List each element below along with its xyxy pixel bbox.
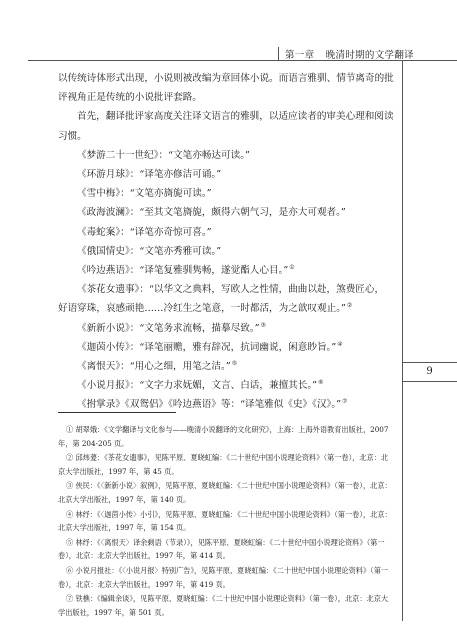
running-header: [0, 47, 457, 61]
footnote-ref[interactable]: ②: [346, 302, 353, 310]
header-rule: [28, 60, 457, 61]
body-line: 评视角正是传统的小说批评套路。: [58, 92, 202, 104]
quote-line: 《雪中梅》：“文笔亦旖旎可读。”: [77, 188, 212, 200]
quote-line: 《毒蛇案》：“译笔亦奇惊可喜。”: [77, 226, 212, 238]
quote-line: 《迦茵小传》：“译笔丽赡，雅有辞况，抗词幽说，闲意眇旨。”④: [77, 340, 343, 353]
side-rule: [402, 61, 403, 621]
body-line: 以传统诗体形式出现，小说则被改编为章回体小说。而语言雅驯、情节离奇的批: [58, 73, 394, 84]
page-number: 9: [402, 362, 457, 382]
body-line: 习惯。: [58, 130, 87, 142]
header-title: 晚清时期的文学翻译: [325, 50, 414, 61]
footnote: ⑥ 小说月报社：《〈小说月报〉特别广告》，见陈平原、夏晓虹编：《二十世纪中国小说理论资料》（第一卷），北京：北京大学出版社，1997 年，第 419 页。: [58, 565, 389, 589]
quote-line: 《俄国情史》：“文笔亦秀雅可读。”: [77, 245, 222, 257]
quote-line: 《新新小说》：“文笔务求流畅，描摹尽致。”③: [77, 321, 266, 334]
quote-line: 《环游月球》：“译笔亦修洁可诵。”: [77, 169, 222, 181]
body-line: 首先，翻译批评家高度关注译文语言的雅驯，以适应读者的审美心理和阅读: [77, 111, 394, 123]
footnote-ref[interactable]: ①: [289, 264, 295, 272]
quote-line: 《离恨天》：“用心之细，用笔之洁。”⑤: [77, 360, 238, 373]
footnote: ⑦ 铁樵：《编辑余谈》，见陈平原、夏晓虹编：《二十世纪中国小说理论资料》（第一卷），北京：北京大学出版社，1997 年，第 501 页。: [58, 594, 389, 617]
footnote-ref[interactable]: ⑥: [318, 379, 324, 387]
quote-line: 《政海波澜》：“至其文笔旖旎，颇得六朝气习，是亦大可观者。”: [77, 207, 346, 219]
quote-line: 《小说月报》：“文字力求妩媚，文言、白话，兼擅其长。”⑥: [77, 379, 324, 392]
footnote: ③ 侠民：《〈新新小说〉叙例》，见陈平原、夏晓虹编：《二十世纪中国小说理论资料》（第一卷），北京：北京大学出版社，1997 年，第 140 页。: [58, 481, 392, 504]
footnote-ref[interactable]: ③: [260, 321, 266, 329]
quote-line: 好语穿珠，哀感顽艳……冷红生之笔意，一时都活，为之歆叹观止。”②: [58, 302, 353, 315]
footnotes: [58, 423, 395, 620]
footnote: ⑤ 林纾：《〈离恨天〉译余剩语（节录）》，见陈平原、夏晓虹编：《二十世纪中国小说理论资料》（第一卷），北京：北京大学出版社，1997 年，第 414 页。: [58, 537, 385, 561]
footnote-ref[interactable]: ⑤: [231, 360, 238, 368]
quote-line: 《茶花女遗事》：“以华文之典料，写欧人之性情，曲曲以赴，煞费匠心，: [77, 284, 385, 296]
quote-line: 《吟边燕语》：“译笔复雅驯隽畅，遂觉酯人心目。”①: [77, 264, 295, 277]
footnote: ④ 林纾：《〈迦茵小传〉小引》，见陈平原、夏晓虹编：《二十世纪中国小说理论资料》（第一卷），北京：北京大学出版社，1997 年，第 154 页。: [58, 509, 392, 533]
footnote-ref[interactable]: ④: [337, 340, 343, 348]
header-text: [285, 47, 414, 61]
footnote-rule: [58, 412, 176, 413]
footnote: ① 胡翠娥：《文学翻译与文化参与——晚清小说翻译的文化研究》，上海：上海外语教育出版社，2007 年，第 204-205 页。: [58, 425, 389, 448]
quote-line: 《拊掌录》《双鸳侣》《吟边燕语》等：“译笔雅似《史》《汉》。”⑦: [77, 398, 348, 411]
body-text: [58, 69, 394, 415]
header-chapter: 第一章: [285, 50, 315, 61]
footnote: ② 邱炜萲：《茶花女遗事》，见陈平原、夏晓虹编：《二十世纪中国小说理论资料》（第一卷），北京：北京大学出版社，1997 年，第 45 页。: [58, 453, 389, 476]
footnote-ref[interactable]: ⑦: [342, 398, 348, 406]
header-divider: [278, 47, 279, 60]
quote-line: 《梦游二十一世纪》：“文笔亦畅达可读。”: [77, 149, 250, 161]
